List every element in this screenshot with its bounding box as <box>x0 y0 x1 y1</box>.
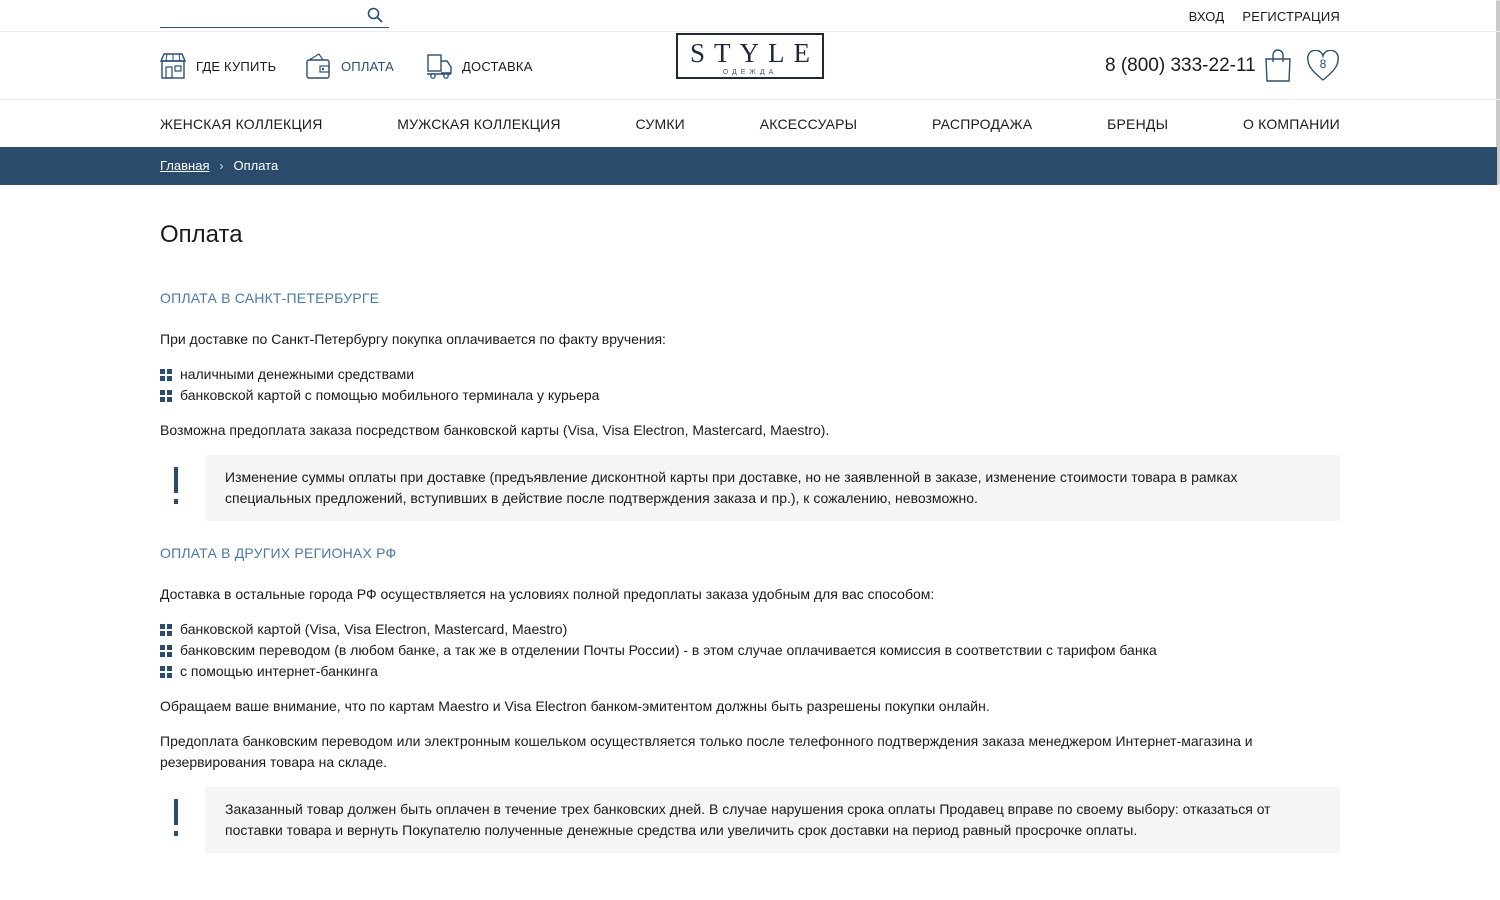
nav-accessories[interactable]: АКСЕССУАРЫ <box>759 115 858 132</box>
site-logo[interactable] <box>676 33 824 79</box>
notice-text: Изменение суммы оплаты при доставке (предъявление дисконтной карты при доставке, но не заявленной в заказе, изменение стоимости товара в рамках специальных предложений, вступивших в действие после подтверждения заказа и пр.), к сожалению, невозможно. <box>205 455 1340 521</box>
notice-block <box>160 455 1340 521</box>
square-bullet-icon <box>160 369 172 381</box>
logo-word: STYLE <box>690 38 819 68</box>
nav-sale[interactable]: РАСПРОДАЖА <box>932 115 1033 132</box>
page-title: Оплата <box>160 221 243 248</box>
breadcrumb-home[interactable]: Главная <box>160 158 210 173</box>
breadcrumb-current: Оплата <box>233 158 279 173</box>
square-bullet-icon <box>160 645 172 657</box>
delivery-label: ДОСТАВКА <box>462 58 533 74</box>
spb-intro: При доставке по Санкт-Петербургу покупка оплачивается по факту вручения: <box>160 331 666 347</box>
nav-women[interactable]: ЖЕНСКАЯ КОЛЛЕКЦИЯ <box>160 115 323 132</box>
site-header <box>0 32 1500 100</box>
login-link[interactable]: ВХОД <box>1188 9 1225 24</box>
search-input[interactable] <box>160 4 360 26</box>
nav-about[interactable]: О КОМПАНИИ <box>1242 115 1340 132</box>
notice-text: Заказанный товар должен быть оплачен в течение трех банковских дней. В случае нарушения срока оплаты Продавец вправе по своему выбору: отказаться от поставки товара и вернуть Покупателю полученные денежные средства или увеличить срок доставки на период равный просрочке оплаты. <box>205 787 1340 853</box>
attention-text: Обращаем ваше внимание, что по картам Maestro и Visa Electron банком-эмитентом должны быть разрешены покупки онлайн. <box>160 698 990 714</box>
square-bullet-icon <box>160 666 172 678</box>
list-item: с помощью интернет-банкинга <box>160 661 1157 682</box>
square-bullet-icon <box>160 390 172 402</box>
list-item: банковской картой с помощью мобильного терминала у курьера <box>160 385 599 406</box>
search-box <box>160 4 389 28</box>
nav-bags[interactable]: СУМКИ <box>635 115 685 132</box>
regions-prepay-text: Предоплата банковским переводом или электронным кошельком осуществляется только после телефонного подтверждения заказа менеджером Интернет-магазина и резервирования товара на складе. <box>160 733 1253 770</box>
phone-number[interactable]: 8 (800) 333-22-11 <box>1105 55 1256 76</box>
auth-links <box>1189 9 1340 24</box>
favorites-button[interactable] <box>1306 50 1340 82</box>
payment-label: ОПЛАТА <box>341 58 395 74</box>
register-link[interactable]: РЕГИСТРАЦИЯ <box>1242 9 1340 24</box>
spb-payment-list <box>160 364 599 406</box>
exclamation-icon <box>172 799 180 839</box>
notice-block <box>160 787 1340 853</box>
exclamation-icon <box>172 467 180 507</box>
main-nav <box>160 100 1340 147</box>
store-icon <box>160 52 186 80</box>
spb-prepay-text: Возможна предоплата заказа посредством банковской карты (Visa, Visa Electron, Mastercard, Maestro). <box>160 422 830 438</box>
breadcrumb <box>0 147 1497 185</box>
delivery-icon <box>426 52 452 80</box>
wallet-icon <box>305 52 331 80</box>
square-bullet-icon <box>160 624 172 636</box>
logo-subtitle: ОДЕЖДА <box>722 69 778 76</box>
delivery-link[interactable] <box>426 52 533 80</box>
list-item: наличными денежными средствами <box>160 364 599 385</box>
where-to-buy-link[interactable] <box>160 52 276 80</box>
regions-payment-list <box>160 619 1157 682</box>
nav-brands[interactable]: БРЕНДЫ <box>1107 115 1169 132</box>
favorites-count: 8 <box>1319 57 1327 71</box>
top-bar <box>0 0 1500 32</box>
list-item: банковским переводом (в любом банке, а так же в отделении Почты России) - в этом случае оплачивается комиссия в соответствии с тарифом банка <box>160 640 1157 661</box>
shopping-bag-icon[interactable] <box>1263 49 1293 83</box>
breadcrumb-separator: › <box>219 158 224 173</box>
where-to-buy-label: ГДЕ КУПИТЬ <box>196 58 277 74</box>
section-heading-spb: ОПЛАТА В САНКТ-ПЕТЕРБУРГЕ <box>160 290 380 306</box>
list-item: банковской картой (Visa, Visa Electron, Mastercard, Maestro) <box>160 619 1157 640</box>
section-heading-regions: ОПЛАТА В ДРУГИХ РЕГИОНАХ РФ <box>160 545 397 561</box>
payment-link[interactable] <box>305 52 394 80</box>
search-icon[interactable] <box>367 7 383 23</box>
regions-intro: Доставка в остальные города РФ осуществляется на условиях полной предоплаты заказа удобным для вас способом: <box>160 586 935 602</box>
nav-men[interactable]: МУЖСКАЯ КОЛЛЕКЦИЯ <box>397 115 561 132</box>
